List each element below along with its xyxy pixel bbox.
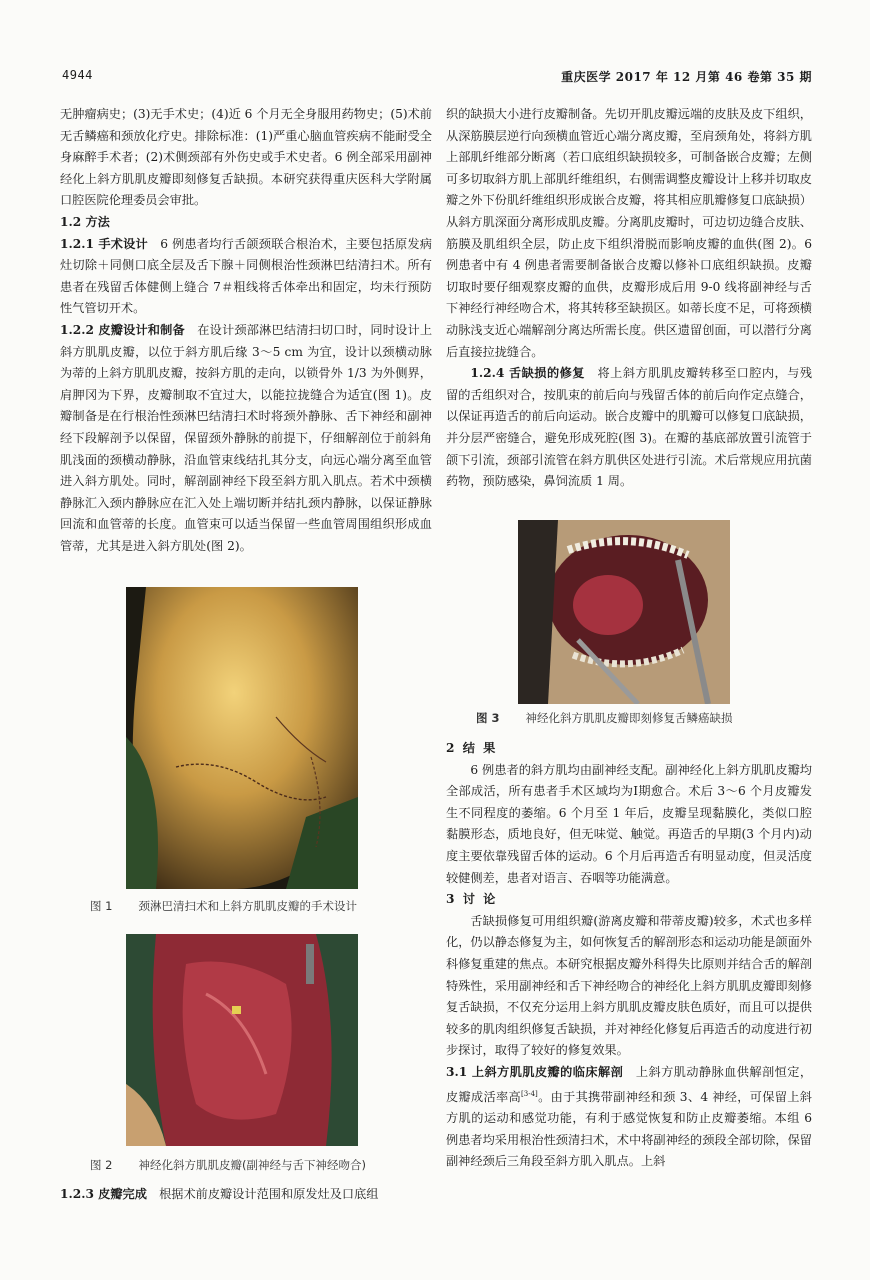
- figure-2-label: 图 2: [90, 1158, 113, 1172]
- paragraph-results: 6 例患者的斜方肌均由副神经支配。副神经化上斜方肌肌皮瓣均全部成活，所有患者手术区域均为Ⅰ期愈合。术后 3～6 个月皮瓣发生不同程度的萎缩。6 个月至 1 年后，皮瓣呈现黏膜化，类似口腔黏膜形态，质地良好，但无味觉、触觉。再造舌的早期(3 个月内)动度主要依靠残留舌体的运动。6 个月后再造舌有明显动度，但灵活度较健侧差，患者对语言、吞咽等功能满意。: [446, 762, 812, 885]
- figure-1-label: 图 1: [90, 899, 113, 913]
- text-3-1-b: 。由于其携带副神经和颈 3、4 神经，可保留上斜方肌的运动和感觉功能，有利于感觉恢复和防止皮瓣萎缩。本组 6 例患者均采用根治性颈清扫术，术中将副神经的颈段全部切除，保留副神经颈后三角段至斜方肌入肌点。上斜: [446, 1089, 812, 1169]
- figure-2-caption-text: 神经化斜方肌肌皮瓣(副神经与舌下神经吻合): [138, 1158, 366, 1172]
- figure-1-caption: [90, 898, 357, 914]
- heading-1-2-3: 1.2.3 皮瓣完成: [60, 1187, 147, 1201]
- right-column-top: [446, 104, 812, 493]
- figure-1-caption-text: 颈淋巴清扫术和上斜方肌肌皮瓣的手术设计: [138, 899, 357, 913]
- heading-method: 1.2 方法: [60, 214, 110, 229]
- text-1-2-3: 根据术前皮瓣设计范围和原发灶及口底组: [159, 1187, 379, 1201]
- figure-3-label: 图 3: [476, 711, 500, 725]
- figure-2-caption: [90, 1157, 366, 1173]
- paragraph-intro: 无肿瘤病史；(3)无手术史；(4)近 6 个月无全身服用药物史；(5)术前无舌鳞癌和颈放化疗史。排除标准：(1)严重心脑血管疾病不能耐受全身麻醉手术者；(2)术侧颈部有外伤史或手术史者。6 例全部采用副神经化上斜方肌肌皮瓣即刻修复舌缺损。本研究获得重庆医科大学附属口腔医院伦理委员会审批。: [60, 107, 432, 208]
- paragraph-discussion: 舌缺损修复可用组织瓣(游离皮瓣和带蒂皮瓣)较多，术式也多样化，仍以静态修复为主，如何恢复舌的解剖形态和运动功能是颌面外科修复重建的焦点。本研究根据皮瓣外科得失比原则并结合舌的解剖特殊性，采用副神经和舌下神经吻合的神经化上斜方肌肌皮瓣即刻修复舌缺损，不仅充分运用上斜方肌肌皮瓣皮肤色质好，而且可以提供较多的肌肉组织修复舌缺损，并对神经化修复后再造舌的动度进行初步探讨，取得了较好的修复效果。: [446, 913, 812, 1058]
- page-number: 4944: [62, 68, 93, 82]
- figure-3-photo: [518, 520, 730, 704]
- left-column: [60, 104, 432, 557]
- text-1-2-2: 在设计颈部淋巴结清扫切口时，同时设计上斜方肌肌皮瓣，以位于斜方肌后缘 3～5 cm 为宜，设计以颈横动脉为蒂的上斜方肌肌皮瓣，按斜方肌的走向，以锁骨外 1/3 为外侧界，肩胛冈为下界，皮瓣制取不宜过大，以能拉拢缝合为适宜(图 1)。皮瓣制备是在行根治性颈淋巴结清扫术时将颈外静脉、舌下神经和副神经下段解剖予以保留，保留颈外静脉的前提下，仔细解剖位于前斜角肌浅面的颈横动静脉，沿血管束线结扎其分支，向远心端分离至血管进入斜方肌处。同时，解剖副神经下段至斜方肌入肌点。若术中颈横静脉汇入颈内静脉应在汇入处上端切断并结扎颈内静脉，以保证静脉回流和血管蒂的长度。血管束可以适当保留一些血管周围组织形成血管蒂，尤其是进入斜方肌处(图 2)。: [60, 322, 433, 553]
- paragraph-1-2-2: [60, 320, 432, 558]
- paragraph-1-2-4: [446, 363, 812, 493]
- journal-header: 重庆医学 2017 年 12 月第 46 卷第 35 期: [561, 70, 812, 84]
- heading-3-1: 3.1 上斜方肌肌皮瓣的临床解剖: [446, 1064, 624, 1079]
- text-3-1-a: 上斜方肌动静脉血供解剖恒定，皮瓣成活率高: [446, 1064, 813, 1104]
- heading-discussion: 3 讨 论: [446, 892, 498, 907]
- text-1-2-1: 6 例患者均行舌颌颈联合根治术，主要包括原发病灶切除＋同侧口底全层及舌下腺＋同侧根治性颈淋巴结清扫术。所有患者在残留舌体健侧上缝合 7＃粗线将舌体牵出和固定，均未行预防性气管切开术。: [60, 236, 432, 316]
- heading-1-2-2: 1.2.2 皮瓣设计和制备: [60, 322, 185, 337]
- figure-2-photo: [126, 934, 358, 1146]
- heading-results: 2 结 果: [446, 741, 498, 755]
- text-1-2-4: 将上斜方肌肌皮瓣转移至口腔内，与残留的舌组织对合，按肌束的前后向与残留舌体的前后向作定点缝合，以保证再造舌的前后向运动。嵌合皮瓣中的肌瓣可以修复口底缺损，并分层严密缝合，避免形成死腔(图 3)。在瓣的基底部放置引流管于颌下引流，颈部引流管在斜方肌供区处进行引流。术后常规应用抗菌药物，预防感染，鼻饲流质 1 周。: [446, 366, 813, 489]
- figure-3-caption-text: 神经化斜方肌肌皮瓣即刻修复舌鳞癌缺损: [525, 711, 733, 725]
- figure-3-caption: [476, 710, 733, 726]
- figure-1-photo: [126, 587, 358, 889]
- paragraph-1-2-1: [60, 234, 432, 320]
- heading-1-2-1: 1.2.1 手术设计: [60, 236, 148, 251]
- paragraph-3-1: [446, 1062, 812, 1173]
- citation-3-4: [3-4]: [521, 1089, 538, 1098]
- heading-1-2-4: 1.2.4 舌缺损的修复: [470, 366, 585, 381]
- paragraph-1-2-3: [60, 1184, 432, 1206]
- paragraph-1-2-3-cont: 织的缺损大小进行皮瓣制备。先切开肌皮瓣远端的皮肤及皮下组织，从深筋膜层逆行向颈横血管近心端分离皮瓣，至肩颈角处，将斜方肌上部肌纤维部分断离（若口底组织缺损较多，可制备嵌合皮瓣；左侧可多切取斜方肌上部肌纤维组织，右侧需调整皮瓣设计上移并切取皮瓣之外下份肌纤维组织形成嵌合皮瓣，将其相应肌瓣修复口底缺损）从斜方肌深面分离形成肌皮瓣。分离肌皮瓣时，可边切边缝合皮肤、筋膜及肌组织全层，防止皮下组织滑脱而影响皮瓣的血供(图 2)。6 例患者中有 4 例患者需要制备嵌合皮瓣以修补口底组织缺损。皮瓣切取时要仔细观察皮瓣的血供，皮瓣形成后用 9-0 线将副神经与舌下神经行神经吻合术，将其转移至缺损区。如蒂长度不足，可将颈横动脉浅支近心端解剖分离达所需长度。供区遗留创面，可以潜行分离后直接拉拢缝合。: [446, 107, 812, 359]
- right-column-bottom: [446, 738, 812, 1173]
